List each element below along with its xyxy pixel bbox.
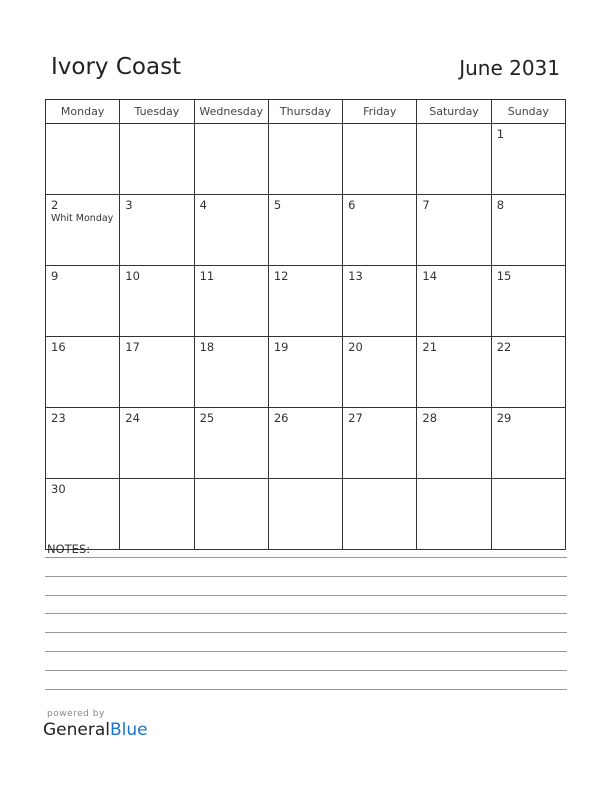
day-number: 16	[51, 340, 66, 354]
note-line	[45, 651, 567, 652]
day-cell	[268, 408, 342, 479]
day-cell	[343, 337, 417, 408]
week-row	[46, 337, 566, 408]
day-cell	[491, 408, 565, 479]
week-row	[46, 124, 566, 195]
day-number: 3	[125, 198, 133, 212]
day-cell	[194, 124, 268, 195]
day-cell	[343, 479, 417, 550]
day-cell	[417, 408, 491, 479]
day-cell	[46, 408, 120, 479]
day-number: 9	[51, 269, 59, 283]
week-row	[46, 408, 566, 479]
day-cell	[268, 266, 342, 337]
weekday-header: Thursday	[268, 100, 342, 124]
day-number: 20	[348, 340, 363, 354]
day-cell	[268, 337, 342, 408]
day-number: 17	[125, 340, 140, 354]
day-number: 26	[273, 411, 289, 425]
day-cell	[268, 195, 342, 266]
weekday-header-row	[46, 100, 566, 124]
weekday-header: Saturday	[417, 100, 491, 124]
day-cell	[268, 124, 342, 195]
calendar-grid	[45, 99, 566, 550]
day-number: 30	[51, 482, 66, 496]
day-cell	[417, 337, 491, 408]
day-cell	[268, 479, 342, 550]
day-number: 11	[199, 269, 215, 283]
day-cell	[46, 479, 120, 550]
day-cell	[120, 337, 194, 408]
day-number: 7	[422, 198, 430, 212]
note-line	[45, 613, 567, 614]
note-line	[45, 595, 567, 596]
note-line	[45, 557, 567, 558]
weekday-header: Tuesday	[120, 100, 194, 124]
day-number: 12	[273, 269, 289, 283]
day-cell	[120, 124, 194, 195]
week-row	[46, 195, 566, 266]
day-cell	[417, 266, 491, 337]
day-number: 22	[496, 340, 512, 354]
day-cell	[120, 408, 194, 479]
day-cell	[343, 195, 417, 266]
day-cell	[194, 479, 268, 550]
weekday-header: Friday	[343, 100, 417, 124]
day-number: 18	[199, 340, 215, 354]
day-number: 27	[348, 411, 363, 425]
note-line	[45, 632, 567, 633]
day-number: 8	[496, 198, 505, 212]
day-cell	[120, 266, 194, 337]
day-cell	[46, 337, 120, 408]
day-cell	[417, 124, 491, 195]
day-number: 13	[348, 269, 363, 283]
day-cell	[46, 195, 120, 266]
weekday-header: Wednesday	[194, 100, 268, 124]
calendar-country-title: Ivory Coast	[51, 54, 182, 80]
day-number: 21	[422, 340, 438, 354]
day-number: 2	[51, 198, 59, 212]
week-row	[46, 266, 566, 337]
day-number: 23	[51, 411, 66, 425]
weekday-header: Monday	[46, 100, 120, 124]
brand-general-text: General	[43, 720, 110, 740]
day-number: 4	[199, 198, 207, 212]
calendar-month-title: June 2031	[459, 56, 560, 80]
note-line	[45, 689, 567, 690]
day-cell	[491, 124, 565, 195]
day-number: 28	[422, 411, 438, 425]
note-line	[45, 576, 567, 577]
day-cell	[491, 337, 565, 408]
day-cell	[120, 479, 194, 550]
day-number: 19	[273, 340, 289, 354]
holiday-label: Whit Monday	[51, 213, 114, 224]
powered-by-text: powered by	[47, 709, 105, 719]
day-number: 1	[496, 127, 505, 141]
day-cell	[343, 408, 417, 479]
day-cell	[417, 195, 491, 266]
day-cell	[194, 266, 268, 337]
day-cell	[46, 124, 120, 195]
week-row	[46, 479, 566, 550]
generalblue-logo[interactable]	[43, 720, 148, 740]
day-cell	[417, 479, 491, 550]
day-number: 25	[199, 411, 215, 425]
notes-label: NOTES:	[47, 542, 91, 556]
day-number: 24	[125, 411, 140, 425]
day-cell	[46, 266, 120, 337]
day-number: 5	[273, 198, 282, 212]
day-number: 14	[422, 269, 438, 283]
day-cell	[491, 479, 565, 550]
note-line	[45, 670, 567, 671]
weekday-header: Sunday	[491, 100, 565, 124]
day-cell	[343, 124, 417, 195]
day-cell	[491, 266, 565, 337]
day-cell	[343, 266, 417, 337]
day-number: 29	[496, 411, 512, 425]
day-number: 10	[125, 269, 140, 283]
day-number: 15	[496, 269, 512, 283]
day-cell	[194, 408, 268, 479]
brand-blue-text: Blue	[110, 720, 148, 740]
day-cell	[491, 195, 565, 266]
day-cell	[194, 337, 268, 408]
day-number: 6	[348, 198, 356, 212]
day-cell	[194, 195, 268, 266]
day-cell	[120, 195, 194, 266]
